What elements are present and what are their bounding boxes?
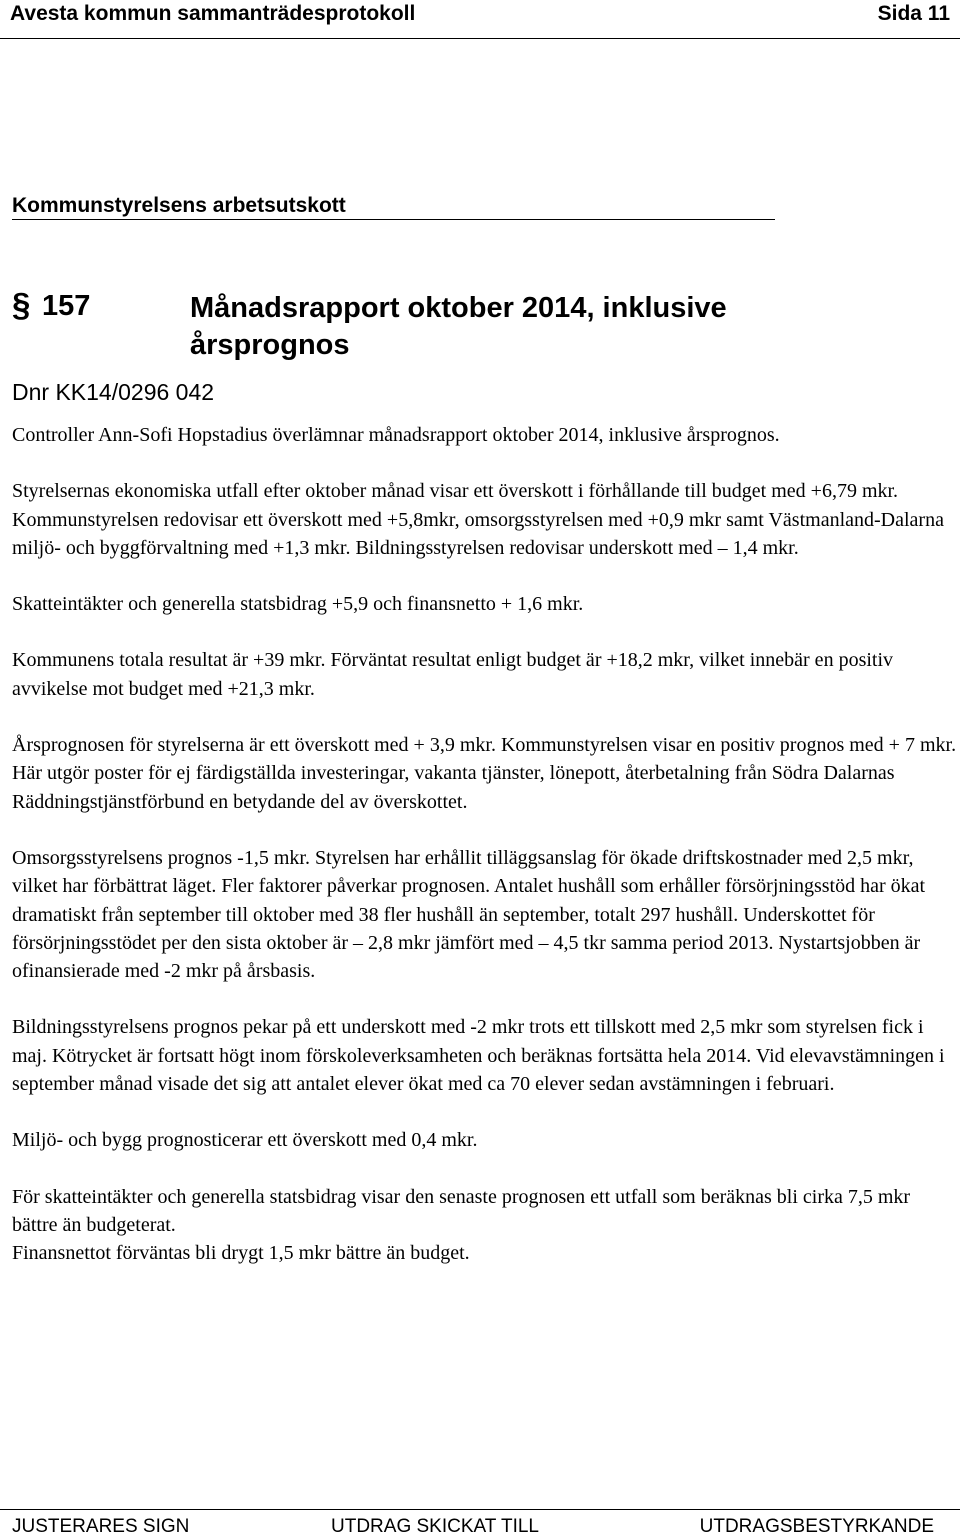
page-footer	[0, 1509, 960, 1537]
paragraph: Controller Ann-Sofi Hopstadius överlämnar månadsrapport oktober 2014, inklusive årsprognos.	[12, 424, 780, 446]
paragraph: Styrelsernas ekonomiska utfall efter oktober månad visar ett överskott i förhållande till budget med +6,79 mkr. Kommunstyrelsen redovisar ett överskott med +5,8mkr, omsorgsstyrelsen med +0,9 mkr samt Västmanland-Dalarna miljö- och byggförvaltning med +1,3 mkr. Bildningsstyrelsen redovisar underskott med – 1,4 mkr.	[12, 480, 944, 559]
footer-sign: JUSTERARES SIGN	[12, 1516, 190, 1537]
minutes-body	[12, 421, 957, 1268]
section-number: 157	[42, 290, 91, 322]
paragraph: Omsorgsstyrelsens prognos -1,5 mkr. Styrelsen har erhållit tilläggsanslag för ökade driftskostnader med 2,5 mkr, vilket har förbättrat läget. Fler faktorer påverkar prognosen. Antalet hushåll som erhåller försörjningsstöd har ökat dramatiskt från september till oktober med 38 fler hushåll än september, totalt 297 hushåll. Underskottet för försörjningsstödet per den sista oktober är – 2,8 mkr jämfört med – 4,5 tkr samma period 2013. Nystartsjobben är ofinansierade med -2 mkr på årsbasis.	[12, 846, 926, 983]
committee-name: Kommunstyrelsens arbetsutskott	[12, 194, 775, 220]
section-title: Månadsrapport oktober 2014, inklusive årsprognos	[190, 292, 727, 361]
document-title: Avesta kommun sammanträdesprotokoll	[10, 2, 416, 25]
page-header	[0, 0, 960, 39]
page-number: Sida 11	[877, 2, 950, 25]
paragraph: Finansnettot förväntas bli drygt 1,5 mkr bättre än budget.	[12, 1242, 470, 1265]
paragraph: Bildningsstyrelsens prognos pekar på ett underskott med -2 mkr trots ett tillskott med 2,5 mkr som styrelsen fick i maj. Kötrycket är fortsatt högt inom förskoleverksamheten och beräknas fortsätta hela 2014. Vid elevavstämningen i september månad visade det sig att antalet elever ökat med ca 70 elever sedan avstämningen i februari.	[12, 1016, 945, 1096]
diary-number: Dnr KK14/0296 042	[12, 379, 215, 405]
section-symbol: §	[12, 286, 31, 323]
footer-certification: UTDRAGSBESTYRKANDE	[699, 1516, 934, 1537]
paragraph: Kommunens totala resultat är +39 mkr. Förväntat resultat enligt budget är +18,2 mkr, vilket innebär en positiv avvikelse mot budget med +21,3 mkr.	[12, 649, 894, 700]
paragraph: Skatteintäkter och generella statsbidrag +5,9 och finansnetto + 1,6 mkr.	[12, 593, 584, 616]
paragraph: Miljö- och bygg prognosticerar ett överskott med 0,4 mkr.	[12, 1129, 478, 1152]
paragraph: Årsprognosen för styrelserna är ett överskott med + 3,9 mkr. Kommunstyrelsen visar en positiv prognos med + 7 mkr. Här utgör poster för ej färdigställda investeringar, vakanta tjänster, lönepott, återbetalning från Södra Dalarnas Räddningstjänstförbund en betydande del av överskottet.	[12, 734, 957, 813]
footer-sent-to: UTDRAG SKICKAT TILL	[331, 1516, 539, 1537]
paragraph: För skatteintäkter och generella statsbidrag visar den senaste prognosen ett utfall som beräknas bli cirka 7,5 mkr bättre än budgeterat.	[12, 1185, 911, 1236]
